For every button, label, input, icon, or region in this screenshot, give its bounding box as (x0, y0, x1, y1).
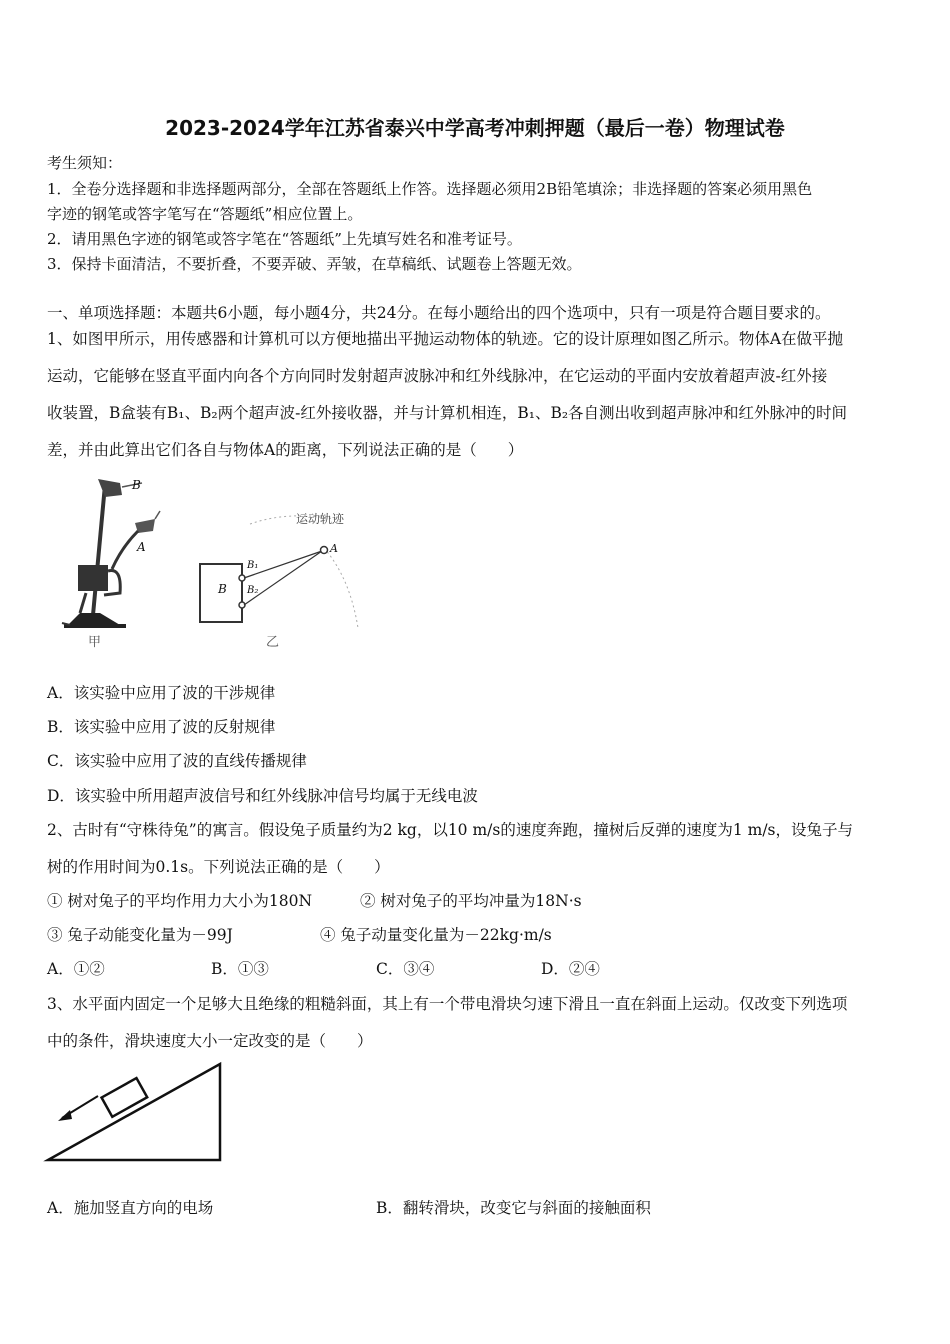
q1-text: 1、如图甲所示，用传感器和计算机可以方便地描出平抛运动物体的轨迹。它的设计原理如图乙所示。物体A在做平抛 (47, 330, 844, 348)
notice-line: 字迹的钢笔或答字笔写在“答题纸”相应位置上。 (47, 205, 363, 223)
q1-option-a: A．该实验中应用了波的干涉规律 (47, 684, 276, 702)
q2-option-d: D．②④ (541, 960, 600, 978)
figure-jia (60, 475, 180, 650)
figure-yi (190, 498, 380, 648)
q1-option-d: D．该实验中所用超声波信号和红外线脉冲信号均属于无线电波 (47, 787, 478, 805)
q1-text: 差，并由此算出它们各自与物体A的距离，下列说法正确的是（ ） (47, 441, 524, 459)
q1-option-b: B．该实验中应用了波的反射规律 (47, 718, 276, 736)
jia-label-a: A (137, 540, 146, 554)
q3-option-a: A．施加竖直方向的电场 (47, 1199, 214, 1217)
figure-yi-caption: 乙 (266, 635, 280, 650)
q1-text: 运动，它能够在竖直平面内向各个方向同时发射超声波脉冲和红外线脉冲，在它运动的平面内安放着超声波-红外接 (47, 367, 828, 385)
notice-heading: 考生须知： (47, 154, 123, 172)
notice-line: 1．全卷分选择题和非选择题两部分，全部在答题纸上作答。选择题必须用2B铅笔填涂；非选择题的答案必须用黑色 (47, 180, 813, 198)
yi-label-b2: B₂ (247, 585, 259, 596)
q2-option-a: A．①② (47, 960, 105, 978)
q2-text: 树的作用时间为0.1s。下列说法正确的是（ ） (47, 858, 390, 876)
q2-statement-4: ④ 兔子动量变化量为－22kg·m/s (320, 926, 552, 944)
q3-text: 3、水平面内固定一个足够大且绝缘的粗糙斜面，其上有一个带电滑块匀速下滑且一直在斜面上运动。仅改变下列选项 (47, 995, 848, 1013)
q3-text: 中的条件，滑块速度大小一定改变的是（ ） (47, 1032, 373, 1050)
q2-statement-3: ③ 兔子动能变化量为－99J (47, 926, 233, 944)
notice-line: 3．保持卡面清洁，不要折叠，不要弄破、弄皱，在草稿纸、试题卷上答题无效。 (47, 255, 582, 273)
q2-statement-2: ② 树对兔子的平均冲量为18N·s (360, 892, 582, 910)
q2-text: 2、古时有“守株待兔”的寓言。假设兔子质量约为2 kg，以10 m/s的速度奔跑，撞树后反弹的速度为1 m/s，设兔子与 (47, 821, 854, 839)
q2-statement-1: ① 树对兔子的平均作用力大小为180N (47, 892, 313, 910)
q1-option-c: C．该实验中应用了波的直线传播规律 (47, 752, 307, 770)
q2-option-c: C．③④ (376, 960, 435, 978)
section-heading: 一、单项选择题：本题共6小题，每小题4分，共24分。在每小题给出的四个选项中，只有一项是符合题目要求的。 (47, 304, 831, 322)
trajectory-label: 运动轨迹 (296, 512, 345, 526)
q1-text: 收装置，B盒装有B₁、B₂两个超声波-红外接收器，并与计算机相连，B₁、B₂各自测出收到超声脉冲和红外脉冲的时间 (47, 404, 848, 422)
q2-option-b: B．①③ (211, 960, 269, 978)
incline-figure (40, 1058, 230, 1168)
page-title: 2023-2024学年江苏省泰兴中学高考冲刺押题（最后一卷）物理试卷 (165, 116, 785, 140)
jia-label-b: B (132, 478, 141, 492)
figure-jia-caption: 甲 (88, 635, 102, 650)
yi-label-a: A (330, 542, 338, 555)
q3-option-b: B．翻转滑块，改变它与斜面的接触面积 (376, 1199, 651, 1217)
yi-label-b1: B₁ (247, 560, 259, 571)
notice-line: 2．请用黑色字迹的钢笔或答字笔在“答题纸”上先填写姓名和准考证号。 (47, 230, 522, 248)
yi-label-b: B (218, 582, 227, 596)
